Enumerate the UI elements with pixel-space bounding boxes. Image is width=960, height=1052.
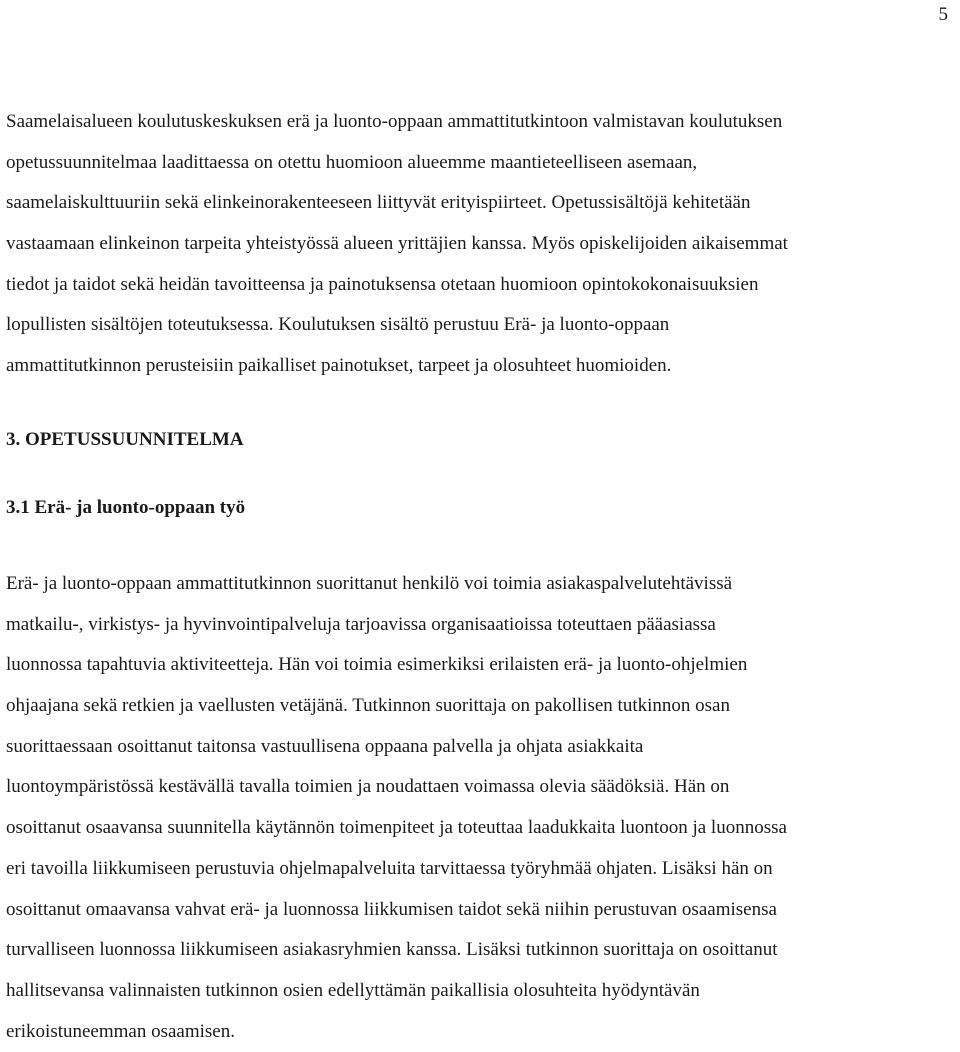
paragraph-line: turvalliseen luonnossa liikkumiseen asiakasryhmien kanssa. Lisäksi tutkinnon suorittaja on osoittanut [6,939,778,961]
paragraph-line: matkailu-, virkistys- ja hyvinvointipalveluja tarjoavissa organisaatioissa toteuttaen pääasiassa [6,613,716,635]
paragraph-line: osoittanut omaavansa vahvat erä- ja luonnossa liikkumisen taidot sekä niihin perustuvan osaamisensa [6,898,777,920]
paragraph-line: lopullisten sisältöjen toteutuksessa. Koulutuksen sisältö perustuu Erä- ja luonto-oppaan [6,314,670,336]
paragraph-line: ammattitutkinnon perusteisiin paikalliset painotukset, tarpeet ja olosuhteet huomioiden. [6,355,672,377]
paragraph-line: erikoistuneemman osaamisen. [6,1020,235,1042]
paragraph-line: vastaamaan elinkeinon tarpeita yhteistyössä alueen yrittäjien kanssa. Myös opiskelijoiden aikaisemmat [6,233,788,255]
paragraph-line: Saamelaisalueen koulutuskeskuksen erä ja luonto-oppaan ammattitutkintoon valmistavan koulutuksen [6,111,783,132]
paragraph-line: luonnossa tapahtuvia aktiviteetteja. Hän voi toimia esimerkiksi erilaisten erä- ja luonto-ohjelmien [6,654,748,676]
page-number: 5 [938,4,948,25]
paragraph-line: Erä- ja luonto-oppaan ammattitutkinnon suorittanut henkilö voi toimia asiakaspalvelutehtävissä [6,573,733,594]
paragraph-line: opetussuunnitelmaa laadittaessa on otettu huomioon alueemme maantieteelliseen asemaan, [6,151,698,173]
paragraph-line: osoittanut osaavansa suunnitella käytännön toimenpiteet ja toteuttaa laadukkaita luontoon ja luonnossa [6,817,787,839]
intro-paragraph [6,102,954,387]
subsection-heading: 3.1 Erä- ja luonto-oppaan työ [6,497,246,518]
paragraph-line: luontoympäristössä kestävällä tavalla toimien ja noudattaen voimassa olevia säädöksiä. Hän on [6,776,730,798]
paragraph-line: saamelaiskulttuuriin sekä elinkeinorakenteeseen liittyvät erityispiirteet. Opetussisältöjä kehitetään [6,192,751,214]
paragraph-line: suorittaessaan osoittanut taitonsa vastuullisena oppaana palvella ja ohjata asiakkaita [6,735,644,757]
document-body [6,102,954,1042]
paragraph-line: eri tavoilla liikkumiseen perustuvia ohjelmapalveluita tarvittaessa työryhmää ohjaten. Lisäksi hän on [6,857,773,879]
subsection-paragraph [6,564,787,1052]
section-heading: 3. OPETUSSUUNNITELMA [6,429,244,450]
paragraph-line: ohjaajana sekä retkien ja vaellusten vetäjänä. Tutkinnon suorittaja on pakollisen tutkinnon osan [6,695,730,717]
paragraph-line: tiedot ja taidot sekä heidän tavoitteensa ja painotuksensa otetaan huomioon opintokokonaisuuksien [6,273,759,295]
paragraph-line: hallitsevansa valinnaisten tutkinnon osien edellyttämän paikallisia olosuhteita hyödyntävän [6,979,700,1001]
